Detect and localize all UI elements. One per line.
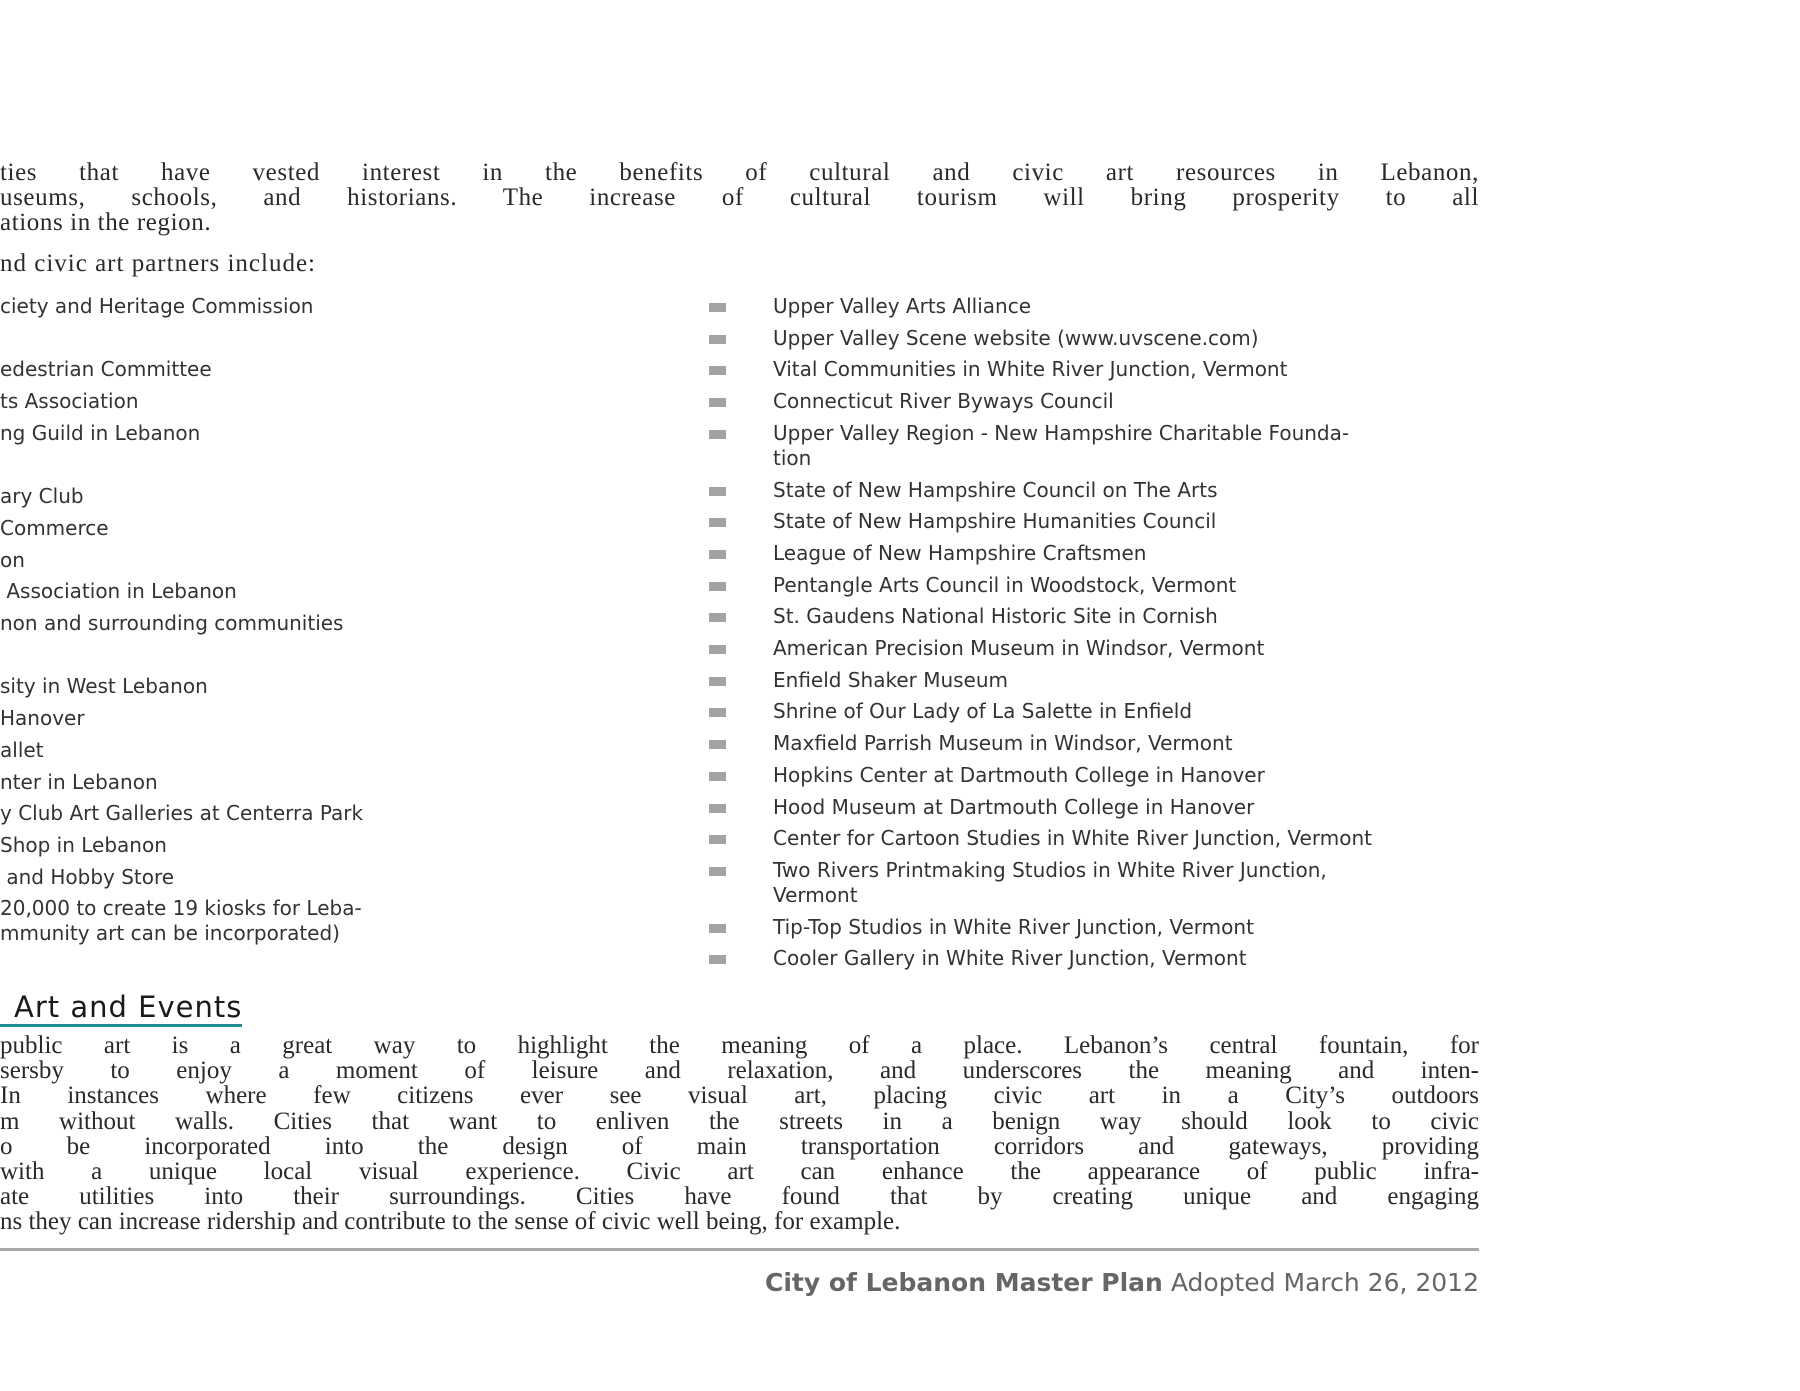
list-item: League of New Hampshire Craftsmen [773, 540, 1147, 565]
square-bullet-icon [709, 487, 726, 496]
list-item: Upper Valley Arts Alliance [773, 294, 1032, 318]
list-item: and Hobby Store [0, 864, 175, 889]
paragraph-line: sersby to enjoy a moment of leisure and relaxation, and underscores the meaning and inten- [0, 1057, 1479, 1085]
list-item: Pentangle Arts Council in Woodstock, Vermont [773, 572, 1237, 597]
list-item: Cooler Gallery in White River Junction, Vermont [773, 946, 1247, 971]
list-item: edestrian Committee [0, 357, 212, 382]
list-item: nter in Lebanon [0, 769, 158, 794]
footer-title: City of Lebanon Master Plan [764, 1268, 1163, 1297]
list-item: Tip-Top Studios in White River Junction, Vermont [773, 914, 1254, 939]
paragraph-line: ate utilities into their surroundings. Cities have found that by creating unique and engaging [0, 1183, 1479, 1211]
list-item: on [0, 547, 25, 572]
list-item: Hopkins Center at Dartmouth College in Hanover [773, 762, 1265, 787]
list-item: ary Club [0, 484, 84, 509]
list-item: American Precision Museum in Windsor, Vermont [773, 636, 1265, 660]
list-item: y Club Art Galleries at Centerra Park [0, 801, 364, 826]
footer-divider [0, 1248, 1479, 1251]
square-bullet-icon [709, 835, 726, 844]
section-heading: Art and Events [0, 990, 242, 1027]
list-item: Commerce [0, 515, 109, 540]
list-item: ng Guild in Lebanon [0, 420, 201, 445]
paragraph-line: useums, schools, and historians. The increase of cultural tourism will bring prosperity to all [0, 184, 1479, 211]
list-item: allet [0, 737, 44, 762]
footer-adopted-date: Adopted March 26, 2012 [1170, 1268, 1479, 1297]
square-bullet-icon [709, 335, 726, 344]
list-item: Center for Cartoon Studies in White River Junction, Vermont [773, 826, 1372, 851]
list-item: ciety and Heritage Commission [0, 294, 314, 318]
list-item: State of New Hampshire Council on The Arts [773, 477, 1218, 502]
square-bullet-icon [709, 867, 726, 876]
list-item: Shop in Lebanon [0, 832, 167, 857]
square-bullet-icon [709, 955, 726, 964]
list-item: Shrine of Our Lady of La Salette in Enfield [773, 699, 1193, 724]
square-bullet-icon [709, 804, 726, 813]
square-bullet-icon [709, 772, 726, 781]
list-item: 20,000 to create 19 kiosks for Leba- mmunity art can be incorporated) [0, 896, 362, 946]
list-item: Enfield Shaker Museum [773, 667, 1009, 692]
footer [765, 1268, 1479, 1297]
paragraph-line: m without walls. Cities that want to enliven the streets in a benign way should look to civic [0, 1107, 1479, 1135]
paragraph-line: public art is a great way to highlight the meaning of a place. Lebanon’s central fountain, for [0, 1032, 1479, 1059]
square-bullet-icon [709, 398, 726, 407]
square-bullet-icon [709, 677, 726, 686]
square-bullet-icon [709, 924, 726, 933]
list-item: Hood Museum at Dartmouth College in Hanover [773, 794, 1255, 819]
square-bullet-icon [709, 366, 726, 375]
list-item: Vital Communities in White River Junction, Vermont [773, 357, 1288, 382]
list-item: State of New Hampshire Humanities Council [773, 509, 1217, 534]
square-bullet-icon [709, 303, 726, 312]
square-bullet-icon [709, 708, 726, 717]
partners-intro: nd civic art partners include: [0, 250, 316, 277]
list-item: St. Gaudens National Historic Site in Cornish [773, 604, 1218, 629]
list-item: Hanover [0, 706, 85, 731]
paragraph-line: In instances where few citizens ever see visual art, placing civic art in a City’s outdoors [0, 1082, 1479, 1110]
paragraph-line: ations in the region. [0, 209, 212, 236]
list-item: ts Association [0, 389, 139, 414]
list-item: non and surrounding communities [0, 611, 344, 635]
list-item: Upper Valley Scene website (www.uvscene.com) [773, 325, 1259, 350]
paragraph-line: ns they can increase ridership and contribute to the sense of civic well being, for example. [0, 1208, 901, 1236]
square-bullet-icon [709, 740, 726, 749]
square-bullet-icon [709, 613, 726, 622]
paragraph-line: o be incorporated into the design of main transportation corridors and gateways, providing [0, 1132, 1479, 1160]
list-item: Two Rivers Printmaking Studios in White River Junction, Vermont [773, 857, 1327, 907]
list-item: sity in West Lebanon [0, 674, 208, 699]
square-bullet-icon [709, 430, 726, 439]
square-bullet-icon [709, 518, 726, 527]
paragraph-line: ties that have vested interest in the benefits of cultural and civic art resources in Lebanon, [0, 159, 1479, 186]
square-bullet-icon [709, 582, 726, 591]
square-bullet-icon [709, 550, 726, 559]
paragraph-line: with a unique local visual experience. Civic art can enhance the appearance of public infra- [0, 1158, 1479, 1185]
list-item: Association in Lebanon [0, 579, 237, 604]
list-item: Connecticut River Byways Council [773, 389, 1114, 414]
list-item: Upper Valley Region - New Hampshire Charitable Founda- tion [773, 420, 1350, 470]
square-bullet-icon [709, 645, 726, 654]
list-item: Maxfield Parrish Museum in Windsor, Vermont [773, 731, 1233, 756]
